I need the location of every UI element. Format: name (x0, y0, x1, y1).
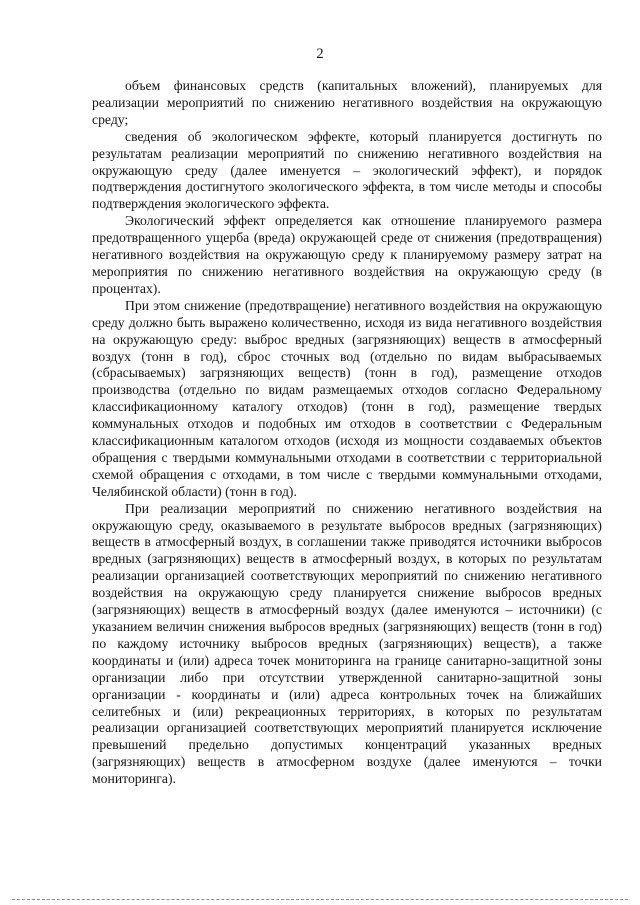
paragraph-ecological-effect-definition: Экологический эффект определяется как отношение планируемого размера предотвращенного ущерба (вреда) окружающей среде от снижения (предотвращения) негативного воздействия на окружающую среду к планируемому размеру затрат на мероприятия по снижению негативного воздействия на окружающую среду (в процентах). (92, 213, 602, 296)
paragraph-impact-reduction: При этом снижение (предотвращение) негативного воздействия на окружающую среду должно быть выражено количественно, исходя из вида негативного воздействия на окружающую среду: выброс вредных (загрязняющих) веществ в атмосферный воздух (тонн в год), сброс сточных вод (отдельно по видам выбрасываемых (сбрасываемых) загрязняющих веществ) (тонн в год), размещение отходов производства (отдельно по видам размещаемых отходов согласно Федеральному классификационному каталогу отходов) (тонн в год), размещение твердых коммунальных отходов и подобных им отходов в соответствии с Федеральным классификационным каталогом отходов (исходя из мощности создаваемых объектов обращения с твердыми коммунальными отходами в соответствии с территориальной схемой обращения с отходами, в том числе с твердыми коммунальными отходами, Челябинской области) (тонн в год). (92, 297, 602, 499)
scan-bottom-edge (12, 899, 628, 900)
paragraph-ecological-effect-info: сведения об экологическом эффекте, который планируется достигнуть по результатам реализации мероприятий по снижению негативного воздействия на окружающую среду (далее именуется – экологический эффект), и порядок подтверждения достигнутого экологического эффекта, в том числе методы и способы подтверждения экологического эффекта. (92, 128, 602, 212)
paragraph-financing: объем финансовых средств (капитальных вложений), планируемых для реализации мероприятий по снижению негативного воздействия на окружающую среду; (92, 78, 602, 127)
page-number: 2 (316, 46, 324, 62)
document-body (92, 78, 602, 788)
paragraph-air-emissions: При реализации мероприятий по снижению негативного воздействия на окружающую среду, оказываемого в результате выбросов вредных (загрязняющих) веществ в атмосферный воздух, в соглашении также приводятся источники выбросов вредных (загрязняющих) веществ в атмосферный воздух, в которых по результатам реализации организацией соответствующих мероприятий по снижению негативного воздействия на окружающую среду планируется снижение выбросов вредных (загрязняющих) веществ в атмосферный воздух (далее именуются – источники) (с указанием величин снижения выбросов вредных (загрязняющих) веществ (тонн в год) по каждому источнику выбросов вредных (загрязняющих) веществ), а также координаты и (или) адреса точек мониторинга на границе санитарно-защитной зоны организации либо при отсутствии утвержденной санитарно-защитной зоны организации - координаты и (или) адреса контрольных точек на ближайших селитебных и (или) рекреационных территориях, в которых по результатам реализации организацией соответствующих мероприятий планируется исключение превышений предельно допустимых концентраций указанных вредных (загрязняющих) веществ в атмосферном воздухе (далее именуются – точки мониторинга). (92, 500, 602, 787)
